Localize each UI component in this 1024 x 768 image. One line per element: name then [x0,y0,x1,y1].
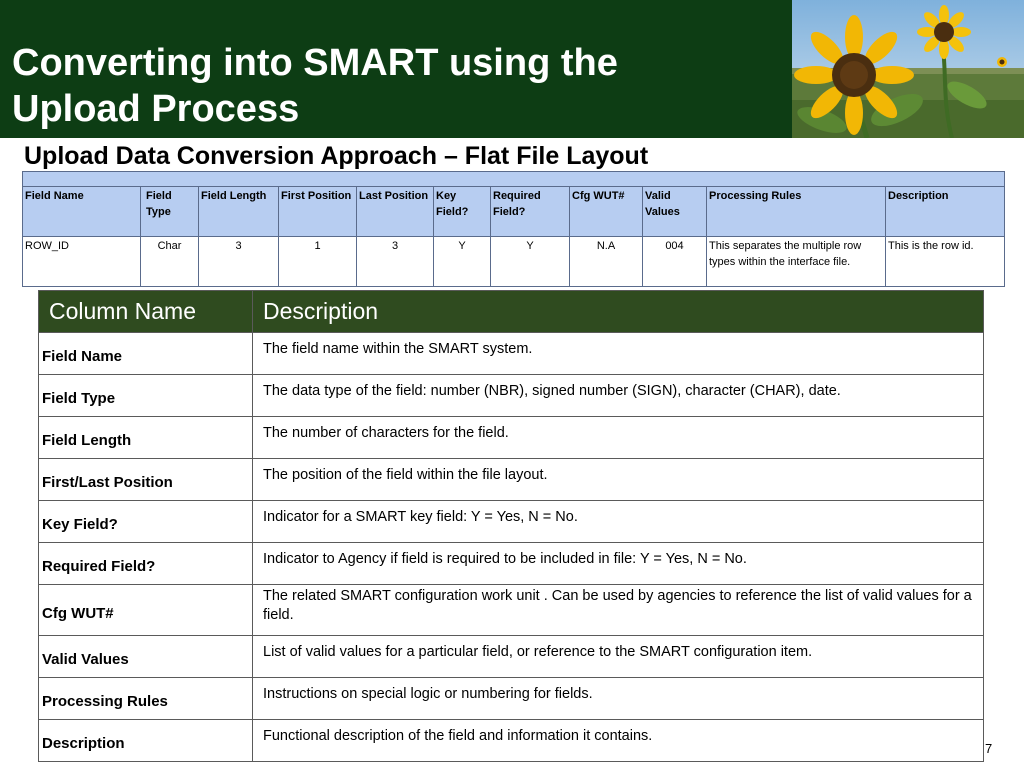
table-row [39,417,984,459]
cell-processing-rules: This separates the multiple row types within the interface file. [707,237,886,287]
header-cell: Key Field? [434,187,491,237]
header-column-name: Column Name [39,291,253,333]
cell-last-position: 3 [357,237,434,287]
cell-field-type: Char [141,237,199,287]
cell-first-position: 1 [279,237,357,287]
table-row [39,636,984,678]
row-description: Functional description of the field and information it contains. [253,720,984,762]
cell-description: This is the row id. [886,237,1005,287]
row-name: Field Length [39,417,253,459]
column-description-table [38,290,984,762]
row-name: Valid Values [39,636,253,678]
row-name: Required Field? [39,543,253,585]
row-description: Indicator to Agency if field is required to be included in file: Y = Yes, N = No. [253,543,984,585]
row-name: First/Last Position [39,459,253,501]
header-cell: First Position [279,187,357,237]
row-name: Cfg WUT# [39,585,253,636]
table-row [23,237,1005,287]
table-row [39,543,984,585]
row-description: Instructions on special logic or numbering for fields. [253,678,984,720]
table-header-row [23,187,1005,237]
header-cell: Valid Values [643,187,707,237]
row-description: The number of characters for the field. [253,417,984,459]
cell-field-length: 3 [199,237,279,287]
table-row [39,375,984,417]
cell-valid-values: 004 [643,237,707,287]
header-cell: Processing Rules [707,187,886,237]
header-cell: Description [886,187,1005,237]
table-row [39,585,984,636]
row-description: The field name within the SMART system. [253,333,984,375]
table-band-row [23,172,1005,187]
header-cell: Cfg WUT# [570,187,643,237]
row-name: Key Field? [39,501,253,543]
row-description: The position of the field within the file layout. [253,459,984,501]
row-description: Indicator for a SMART key field: Y = Yes, N = No. [253,501,984,543]
header-cell: Last Position [357,187,434,237]
header-cell: Required Field? [491,187,570,237]
header-cell: Field Type [141,187,199,237]
sunflower-photo [792,0,1024,138]
table-row [39,333,984,375]
title-banner [0,0,1024,138]
header-cell: Field Length [199,187,279,237]
cell-field-name: ROW_ID [23,237,141,287]
slide-title: Converting into SMART using the Upload Process [12,42,618,130]
table-header-row [39,291,984,333]
cell-key-field: Y [434,237,491,287]
table-row [39,459,984,501]
row-description: The related SMART configuration work unit . Can be used by agencies to reference the list of valid values for a field. [253,585,984,636]
cell-cfg-wut: N.A [570,237,643,287]
table-row [39,501,984,543]
row-description: The data type of the field: number (NBR), signed number (SIGN), character (CHAR), date. [253,375,984,417]
row-name: Processing Rules [39,678,253,720]
row-name: Field Name [39,333,253,375]
page-number: 7 [985,741,993,756]
header-description: Description [253,291,984,333]
table-row [39,720,984,762]
row-name: Field Type [39,375,253,417]
row-description: List of valid values for a particular field, or reference to the SMART configuration item. [253,636,984,678]
flat-file-layout-table [22,171,1005,287]
section-subtitle: Upload Data Conversion Approach – Flat File Layout [24,142,649,170]
band-cell [23,172,1005,187]
table-row [39,678,984,720]
header-cell: Field Name [23,187,141,237]
sunflower-image [792,0,1024,138]
cell-required-field: Y [491,237,570,287]
row-name: Description [39,720,253,762]
